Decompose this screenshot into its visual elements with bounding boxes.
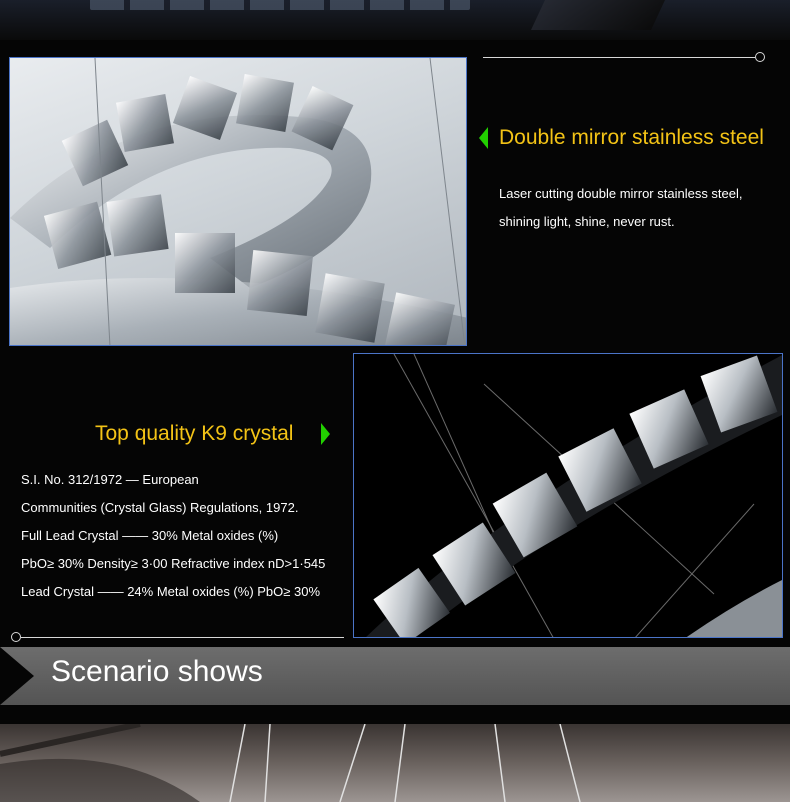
section-title: Scenario shows (51, 655, 263, 688)
decorative-diamond (531, 0, 679, 30)
feature-description-line: Lead Crystal —— 24% Metal oxides (%) PbO≥ 30% (21, 584, 321, 599)
divider-line (483, 57, 755, 58)
feature-description-line: S.I. No. 312/1972 — European (21, 472, 199, 487)
top-banner-fragment (0, 0, 790, 40)
k9-crystal-photo (353, 353, 783, 638)
room-ceiling-illustration (0, 724, 790, 802)
divider-line (21, 637, 344, 638)
feature-description-line: Full Lead Crystal —— 30% Metal oxides (%) (21, 528, 279, 543)
feature-description-line: PbO≥ 30% Density≥ 3·00 Refractive index nD>1·545 (21, 556, 326, 571)
section-header-notch (0, 647, 34, 705)
banner-graphic (90, 0, 470, 10)
feature-heading: Top quality K9 crystal (95, 422, 294, 445)
triangle-left-icon (479, 127, 488, 149)
triangle-right-icon (321, 423, 330, 445)
feature-description-line: Laser cutting double mirror stainless steel, (499, 186, 743, 201)
feature-heading: Double mirror stainless steel (499, 126, 764, 149)
scenario-photo (0, 724, 790, 802)
divider-end-circle (11, 632, 21, 642)
divider-end-circle (755, 52, 765, 62)
crystal-ring-illustration (10, 58, 467, 346)
stainless-steel-photo (9, 57, 467, 346)
feature-description-line: shining light, shine, never rust. (499, 214, 675, 229)
crystal-ring-closeup-illustration (354, 354, 783, 638)
feature-description-line: Communities (Crystal Glass) Regulations, 1972. (21, 500, 299, 515)
